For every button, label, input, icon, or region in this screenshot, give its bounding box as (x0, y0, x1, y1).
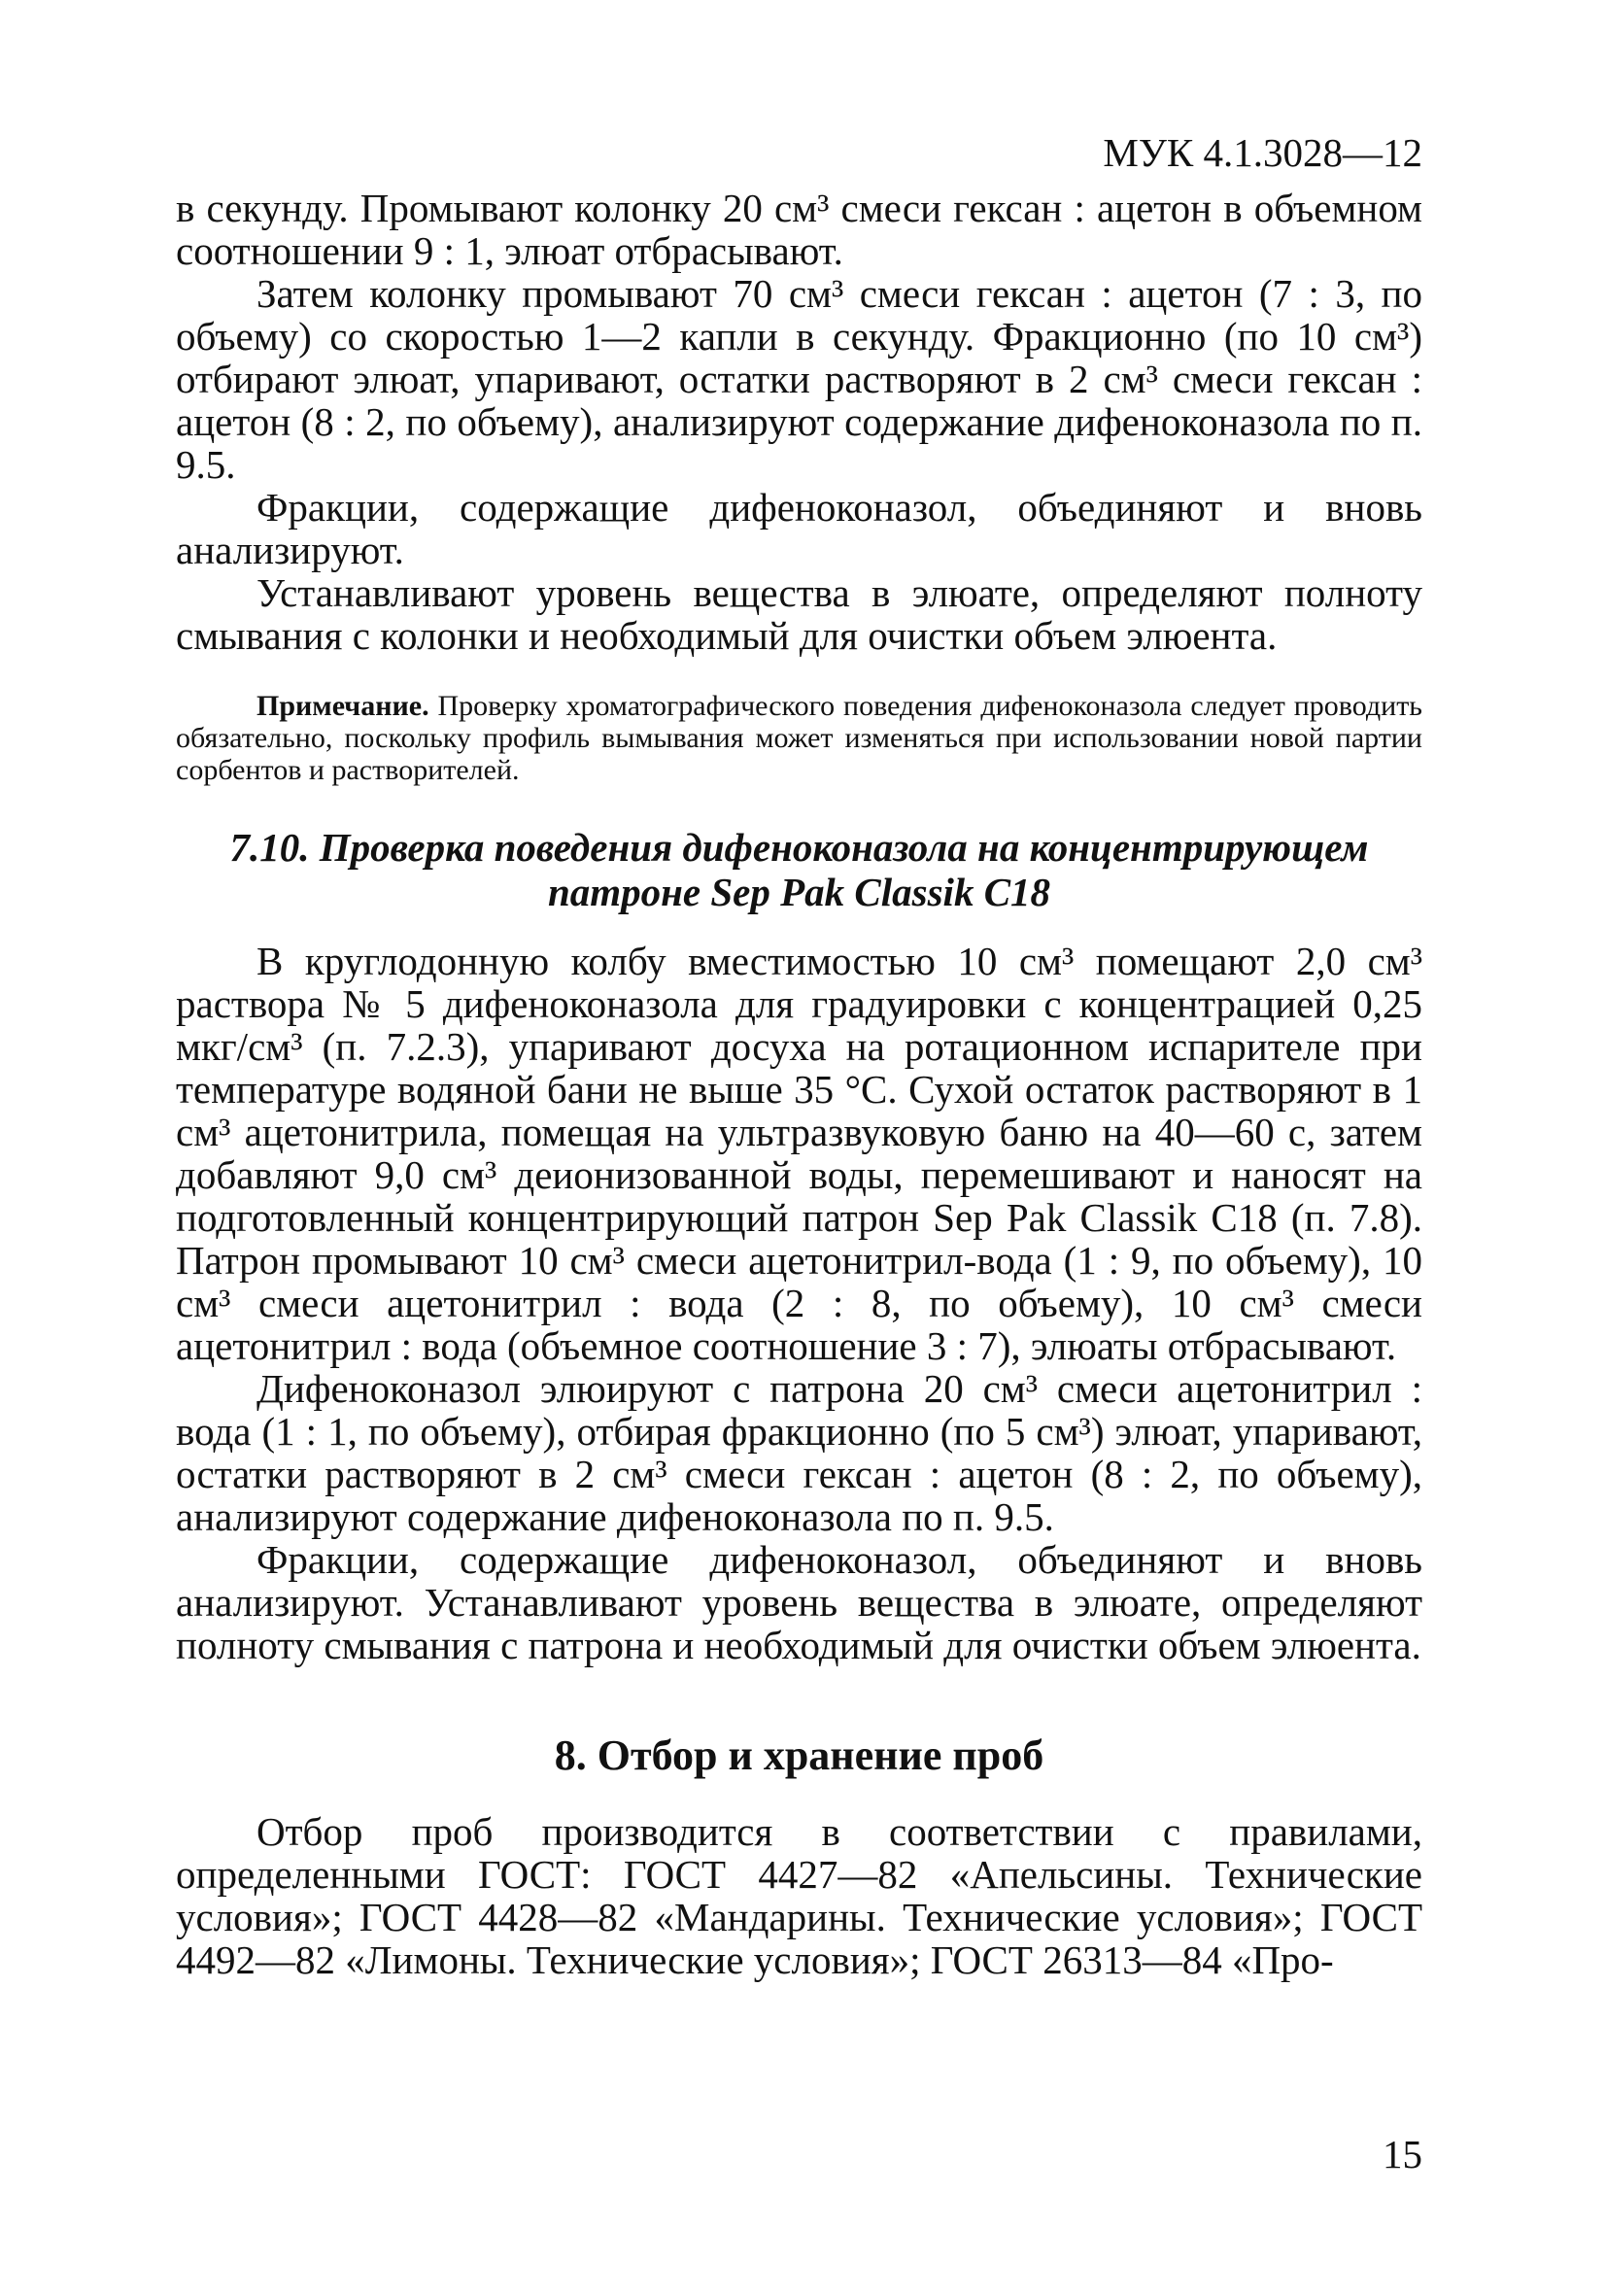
paragraph: Фракции, содержащие дифеноконазол, объединяют и вновь анализируют. (176, 485, 1422, 572)
section-heading-8: 8. Отбор и хранение проб (554, 1731, 1044, 1779)
paragraph: в секунду. Промывают колонку 20 см³ смеси гексан : ацетон в объемном соотношении 9 : 1, элюат отбрасывают. (176, 186, 1422, 273)
note-label: Примечание. (256, 690, 429, 722)
paragraph: Фракции, содержащие дифеноконазол, объединяют и вновь анализируют. Устанавливают уровень вещества в элюате, определяют полноту смывания с патрона и необходимый для очистки объем элюента. (176, 1537, 1422, 1667)
paragraph: Затем колонку промывают 70 см³ смеси гексан : ацетон (7 : 3, по объему) со скоростью 1—2 капли в секунду. Фракционно (по 10 см³) отбирают элюат, упаривают, остатки растворяют в 2 см³ смеси гексан : ацетон (8 : 2, по объему), анализируют содержание дифеноконазола по п. 9.5. (176, 271, 1422, 487)
paragraph: Устанавливают уровень вещества в элюате, определяют полноту смывания с колонки и необходимый для очистки объем элюента. (176, 570, 1422, 658)
section-heading-7-10 (176, 825, 1422, 914)
paragraph: Дифеноконазол элюируют с патрона 20 см³ смеси ацетонитрил : вода (1 : 1, по объему), отбирая фракционно (по 5 см³) элюат, упаривают, остатки растворяют в 2 см³ смеси гексан : ацетон (8 : 2, по объему), анализируют содержание дифеноконазола по п. 9.5. (176, 1366, 1422, 1539)
note (176, 690, 1422, 786)
section-title-line: 7.10. Проверка поведения дифеноконазола на концентрирующем (229, 825, 1369, 870)
document-code: МУК 4.1.3028—12 (1103, 130, 1422, 175)
note-text: Проверку хроматографического поведения дифеноконазола следует проводить обязательно, поскольку профиль вымывания может изменяться при использовании новой партии сорбентов и растворителей. (176, 690, 1422, 786)
section-title-line: патроне Sep Pak Classik C18 (547, 870, 1051, 914)
paragraph: В круглодонную колбу вместимостью 10 см³ помещают 2,0 см³ раствора № 5 дифеноконазола для градуировки с концентрацией 0,25 мкг/см³ (п. 7.2.3), упаривают досуха на ротационном испарителе при температуре водяной бани не выше 35 °С. Сухой остаток растворяют в 1 см³ ацетонитрила, помещая на ультразвуковую баню на 40—60 с, затем добавляют 9,0 см³ деионизованной воды, перемешивают и наносят на подготовленный концентрирующий патрон Sep Pak Classik C18 (п. 7.8). Патрон промывают 10 см³ смеси ацетонитрил-вода (1 : 9, по объему), 10 см³ смеси ацетонитрил : вода (2 : 8, по объему), 10 см³ смеси ацетонитрил : вода (объемное соотношение 3 : 7), элюаты отбрасывают. (176, 939, 1422, 1368)
paragraph: Отбор проб производится в соответствии с правилами, определенными ГОСТ: ГОСТ 4427—82 «Апельсины. Технические условия»; ГОСТ 4428—82 «Мандарины. Технические условия»; ГОСТ 4492—82 «Лимоны. Технические условия»; ГОСТ 26313—84 «Про- (176, 1809, 1422, 1982)
page-number: 15 (1383, 2132, 1422, 2176)
document-page (176, 128, 1422, 1981)
